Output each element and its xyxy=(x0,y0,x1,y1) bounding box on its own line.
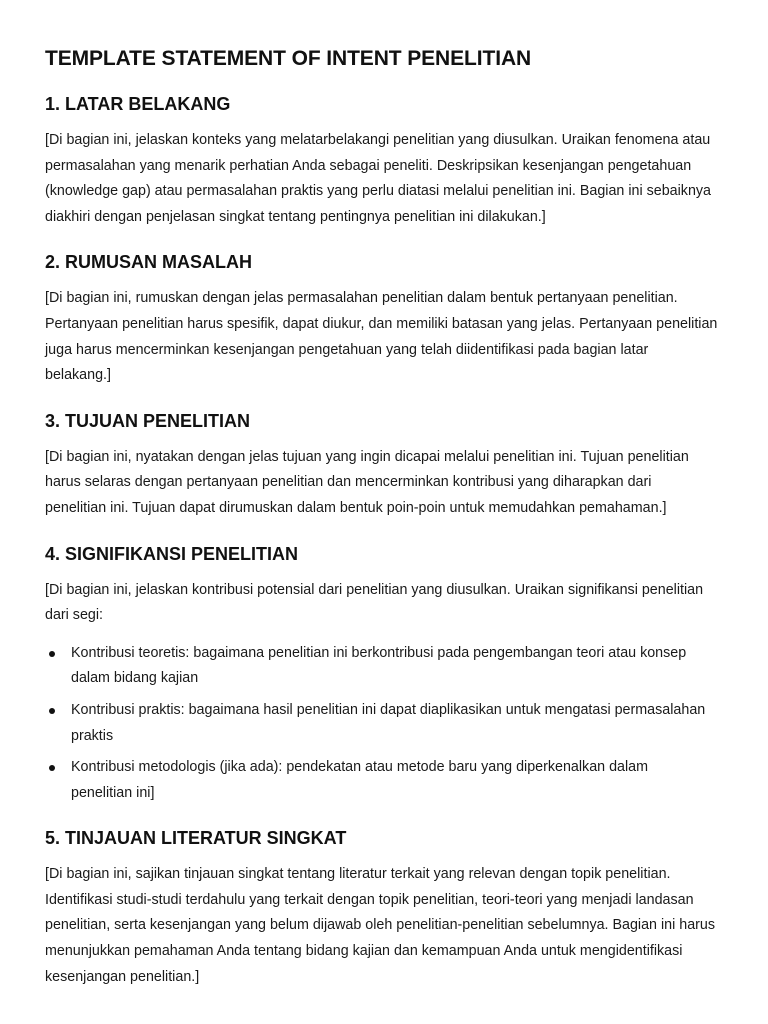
paragraph-line: permasalahan yang menarik perhatian Anda sebagai peneliti. Deskripsikan kesenjangan pengetahuan xyxy=(45,157,692,174)
section-heading: 2. RUMUSAN MASALAH xyxy=(45,252,252,273)
document-title: TEMPLATE STATEMENT OF INTENT PENELITIAN xyxy=(45,47,532,70)
paragraph-line: penelitian, serta kesenjangan yang belum dijawab oleh penelitian-penelitian sebelumnya. Bagian ini harus xyxy=(45,917,716,934)
bullet-line: Kontribusi teoretis: bagaimana penelitian ini berkontribusi pada pengembangan teori atau konsep xyxy=(71,644,687,661)
bullet-item xyxy=(45,698,728,749)
bullet-line: praktis xyxy=(71,727,114,744)
paragraph-line: [Di bagian ini, jelaskan kontribusi potensial dari penelitian yang diusulkan. Uraikan signifikansi penelitian xyxy=(45,581,704,598)
section-1 xyxy=(45,91,728,230)
bullet-dot-icon xyxy=(49,765,55,771)
paragraph-line: dari segi: xyxy=(45,607,104,624)
section-paragraph xyxy=(45,445,728,522)
paragraph-line: harus selaras dengan pertanyaan penelitian dan mencerminkan kontribusi yang diharapkan dari xyxy=(45,474,652,491)
paragraph-line: Identifikasi studi-studi terdahulu yang terkait dengan topik penelitian, teori-teori yang menjadi landasan xyxy=(45,891,694,908)
paragraph-line: [Di bagian ini, jelaskan konteks yang melatarbelakangi penelitian yang diusulkan. Uraikan fenomena atau xyxy=(45,132,711,148)
bullet-line: dalam bidang kajian xyxy=(71,670,199,687)
section-paragraph xyxy=(45,128,728,230)
section-paragraph xyxy=(45,578,728,629)
sections-container xyxy=(45,91,728,990)
paragraph-line: belakang.] xyxy=(45,367,111,384)
bullet-list xyxy=(45,641,728,807)
paragraph-line: menunjukkan pemahaman Anda tentang bidang kajian dan kemampuan Anda untuk mengidentifikasi xyxy=(45,943,683,960)
paragraph-line: kesenjangan penelitian.] xyxy=(45,968,200,985)
section-paragraph xyxy=(45,862,728,990)
paragraph-line: [Di bagian ini, nyatakan dengan jelas tujuan yang ingin dicapai melalui penelitian ini. Tujuan penelitian xyxy=(45,448,689,465)
paragraph-line: juga harus mencerminkan kesenjangan pengetahuan yang telah diidentifikasi pada bagian latar xyxy=(45,341,649,358)
bullet-item xyxy=(45,641,728,692)
bullet-line: Kontribusi praktis: bagaimana hasil penelitian ini dapat diaplikasikan untuk mengatasi permasalahan xyxy=(71,701,706,718)
section-2 xyxy=(45,249,728,388)
paragraph-line: [Di bagian ini, sajikan tinjauan singkat tentang literatur terkait yang relevan dengan topik penelitian. xyxy=(45,866,671,883)
bullet-item xyxy=(45,755,728,806)
paragraph-line: [Di bagian ini, rumuskan dengan jelas permasalahan penelitian dalam bentuk pertanyaan penelitian. xyxy=(45,290,678,307)
paragraph-line: penelitian ini. Tujuan dapat dirumuskan dalam bentuk poin-poin untuk memudahkan pemahaman.] xyxy=(45,499,667,516)
section-paragraph xyxy=(45,286,728,388)
section-heading: 4. SIGNIFIKANSI PENELITIAN xyxy=(45,543,299,564)
section-heading: 1. LATAR BELAKANG xyxy=(45,94,231,114)
section-5 xyxy=(45,825,728,990)
paragraph-line: Pertanyaan penelitian harus spesifik, dapat diukur, dan memiliki batasan yang jelas. Pertanyaan penelitian xyxy=(45,315,718,332)
bullet-line: Kontribusi metodologis (jika ada): pendekatan atau metode baru yang diperkenalkan dalam xyxy=(71,759,649,776)
section-heading: 5. TINJAUAN LITERATUR SINGKAT xyxy=(45,828,347,849)
section-3 xyxy=(45,408,728,522)
bullet-line: penelitian ini] xyxy=(71,784,155,801)
bullet-dot-icon xyxy=(49,651,55,657)
bullet-dot-icon xyxy=(49,708,55,714)
paragraph-line: diakhiri dengan penjelasan singkat tentang pentingnya penelitian ini dilakukan.] xyxy=(45,208,546,225)
section-heading: 3. TUJUAN PENELITIAN xyxy=(45,410,251,431)
paragraph-line: (knowledge gap) atau permasalahan praktis yang perlu diatasi melalui penelitian ini. Bagian ini sebaiknya xyxy=(45,183,712,200)
section-4 xyxy=(45,541,728,807)
